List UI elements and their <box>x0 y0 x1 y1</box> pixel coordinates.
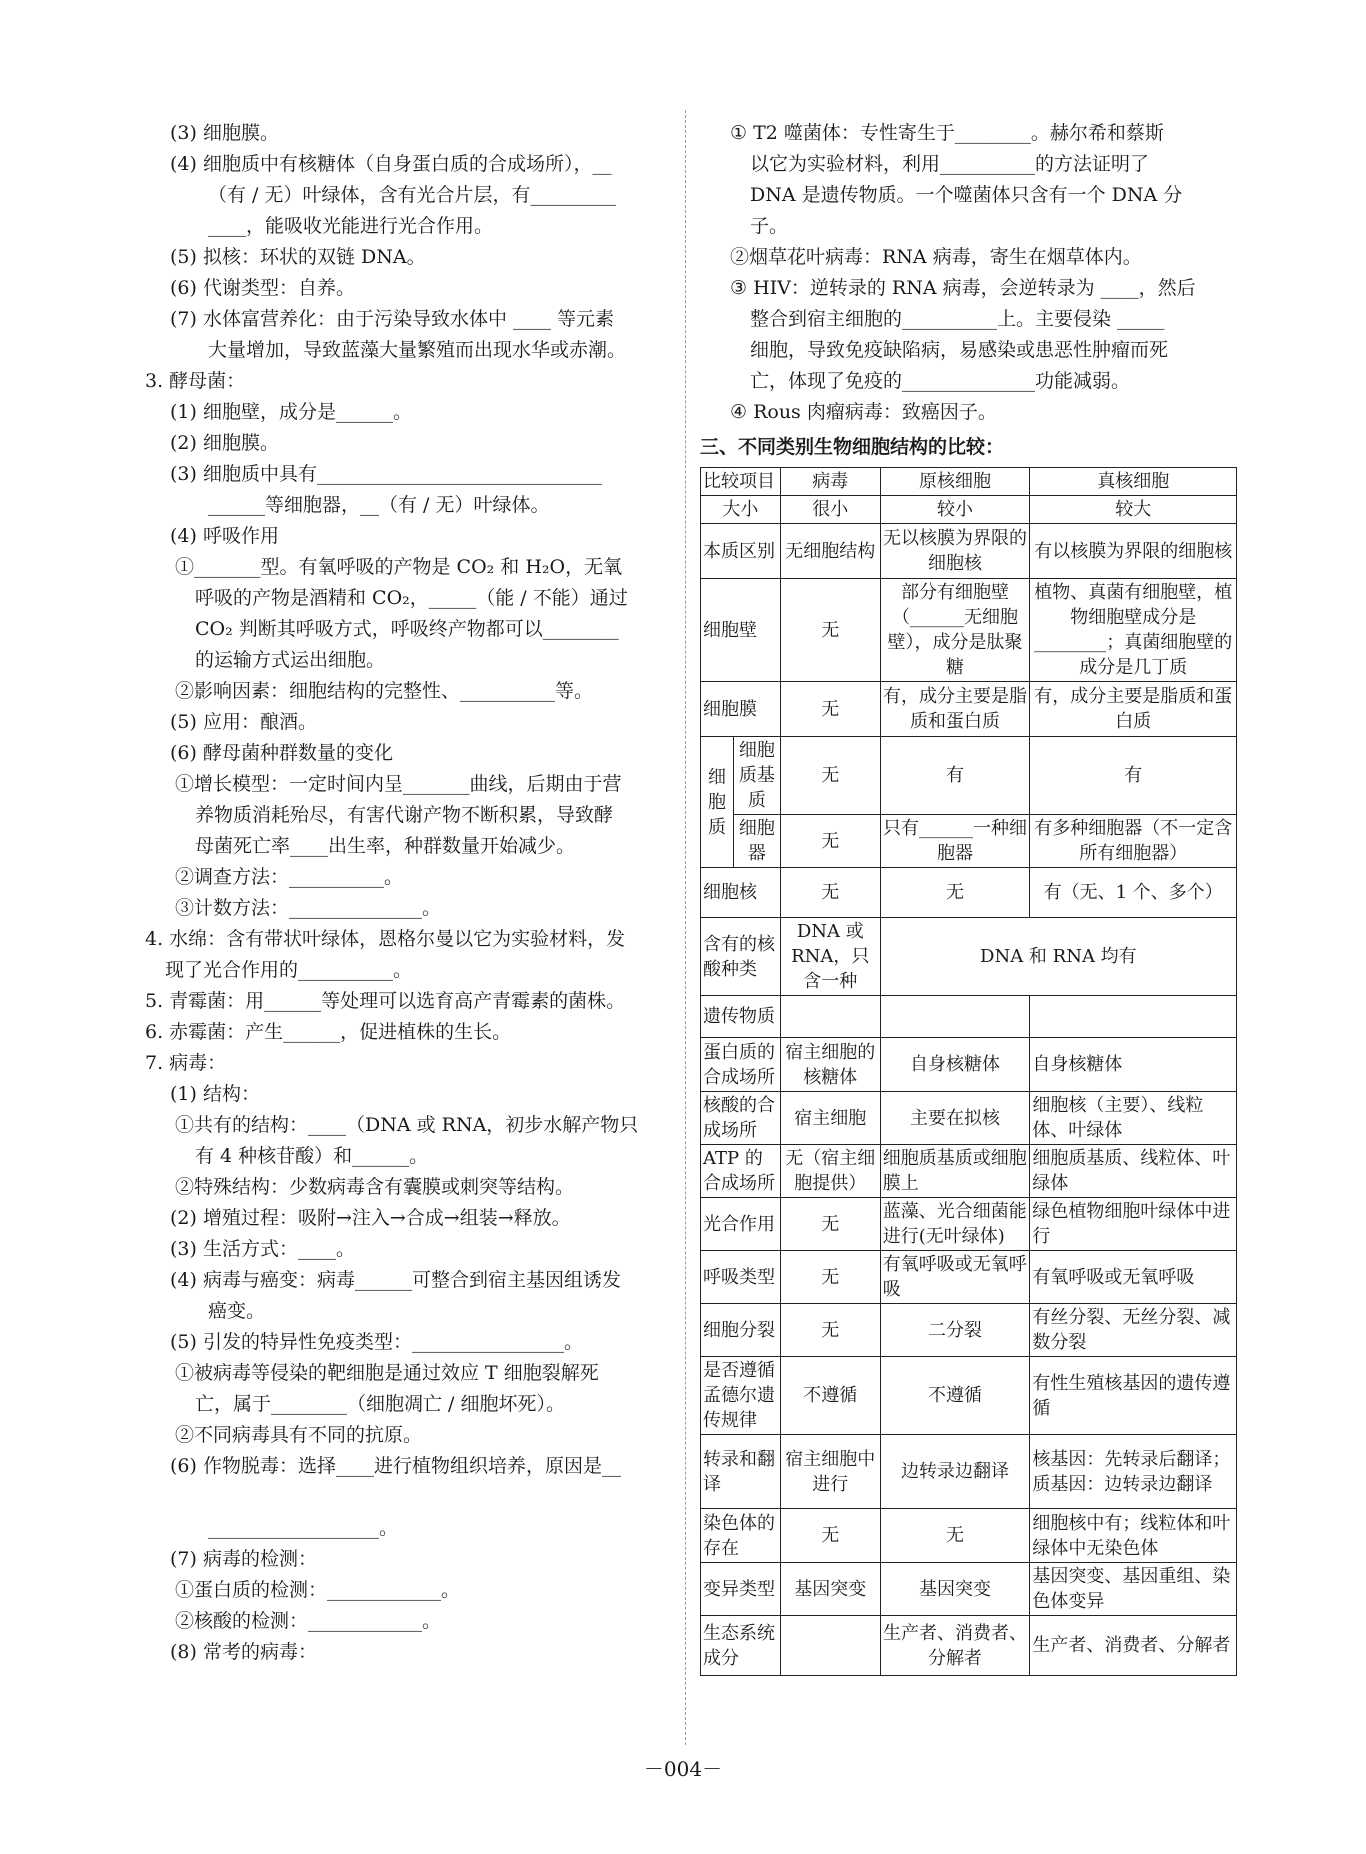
text-line: ②核酸的检测：____________。 <box>175 1610 442 1632</box>
table-header-cell: 比较项目 <box>701 468 781 496</box>
table-cell: 很小 <box>780 496 880 524</box>
table-cell: DNA 和 RNA 均有 <box>880 918 1236 996</box>
table-cell: 细胞核中有；线粒体和叶绿体中无染色体 <box>1030 1509 1237 1563</box>
text-line: ______等细胞器，__（有 / 无）叶绿体。 <box>208 494 550 516</box>
text-line: 整合到宿主细胞的__________上。主要侵染 _____ <box>750 308 1165 330</box>
text-line: 5. 青霉菌：用______等处理可以选育高产青霉素的菌株。 <box>145 990 626 1012</box>
text-line: 细胞，导致免疫缺陷病，易感染或患恶性肿瘤而死 <box>750 339 1169 361</box>
text-line: 有 4 种核苷酸）和______。 <box>195 1145 429 1167</box>
table-cell: 无细胞结构 <box>780 524 880 579</box>
text-line: DNA 是遗传物质。一个噬菌体只含有一个 DNA 分 <box>750 184 1183 206</box>
table-cell: 主要在拟核 <box>880 1092 1030 1145</box>
text-line: (7) 病毒的检测： <box>170 1548 317 1570</box>
text-line: 的运输方式运出细胞。 <box>195 649 386 671</box>
text-line: ②特殊结构：少数病毒含有囊膜或刺突等结构。 <box>175 1176 575 1198</box>
table-row <box>701 1198 1237 1251</box>
table-cell: 基因突变、基因重组、染色体变异 <box>1030 1563 1237 1616</box>
table-cell: 有 <box>880 737 1030 815</box>
text-line: __________________。 <box>208 1517 399 1539</box>
table-cell: 基因突变 <box>880 1563 1030 1616</box>
text-line: 现了光合作用的__________。 <box>165 959 413 981</box>
group-label-cell: 细胞质 <box>701 737 734 868</box>
table-cell: DNA 或 RNA，只含一种 <box>780 918 880 996</box>
table-cell: 植物、真菌有细胞壁，植物细胞壁成分是________；真菌细胞壁的成分是几丁质 <box>1030 579 1237 682</box>
table-cell: 无 <box>780 1509 880 1563</box>
table-cell: 细胞核（主要）、线粒体、叶绿体 <box>1030 1092 1237 1145</box>
table-row <box>701 1509 1237 1563</box>
table-cell: 自身核糖体 <box>880 1038 1030 1092</box>
row-label-cell: 细胞壁 <box>701 579 781 682</box>
table-cell: 有，成分主要是脂质和蛋白质 <box>880 682 1030 737</box>
table-cell: 不遵循 <box>880 1357 1030 1435</box>
text-line: ③计数方法：______________。 <box>175 897 442 919</box>
text-line: ②不同病毒具有不同的抗原。 <box>175 1424 423 1446</box>
text-line: 亡，属于________（细胞凋亡 / 细胞坏死）。 <box>195 1393 565 1415</box>
table-row <box>701 1357 1237 1435</box>
table-cell: 有多种细胞器（不一定含所有细胞器） <box>1030 815 1237 868</box>
text-line: (4) 细胞质中有核糖体（自身蛋白质的合成场所），__ <box>170 153 612 175</box>
section-title: 三、不同类别生物细胞结构的比较： <box>700 436 1005 458</box>
text-line: 养物质消耗殆尽，有害代谢产物不断积累，导致酵 <box>195 804 614 826</box>
row-label-cell: 细胞膜 <box>701 682 781 737</box>
table-cell: 无 <box>780 682 880 737</box>
text-line: 呼吸的产物是酒精和 CO₂，_____（能 / 不能）通过 <box>195 587 628 609</box>
text-line: (3) 生活方式：____。 <box>170 1238 355 1260</box>
text-line: ①被病毒等侵染的靶细胞是通过效应 T 细胞裂解死 <box>175 1362 599 1384</box>
left-column <box>140 118 680 1668</box>
table-row <box>701 1304 1237 1357</box>
row-label-cell: 转录和翻译 <box>701 1435 781 1509</box>
table-row <box>701 1145 1237 1198</box>
text-line: (1) 细胞壁，成分是______。 <box>170 401 412 423</box>
text-line: ④ Rous 肉瘤病毒：致癌因子。 <box>730 401 997 423</box>
text-line: ②调查方法：__________。 <box>175 866 404 888</box>
empty-diagonal-cell <box>780 1616 880 1676</box>
text-line: (8) 常考的病毒： <box>170 1641 317 1663</box>
text-line: 大量增加，导致蓝藻大量繁殖而出现水华或赤潮。 <box>208 339 627 361</box>
table-cell: 较大 <box>1030 496 1237 524</box>
text-line: (4) 病毒与癌变：病毒______可整合到宿主基因组诱发 <box>170 1269 621 1291</box>
table-cell: 只有______一种细胞器 <box>880 815 1030 868</box>
table-row <box>701 524 1237 579</box>
table-cell: 核基因：先转录后翻译；质基因：边转录边翻译 <box>1030 1435 1237 1509</box>
table-cell: 无 <box>880 1509 1030 1563</box>
column-divider <box>685 110 686 1745</box>
table-row <box>701 496 1237 524</box>
text-line: (6) 代谢类型：自养。 <box>170 277 355 299</box>
table-cell: 蓝藻、光合细菌能进行(无叶绿体) <box>880 1198 1030 1251</box>
text-line: (6) 作物脱毒：选择____进行植物组织培养，原因是__ <box>170 1455 621 1477</box>
text-line: ①蛋白质的检测：____________。 <box>175 1579 461 1601</box>
text-line: 4. 水绵：含有带状叶绿体，恩格尔曼以它为实验材料，发 <box>145 928 626 950</box>
table-cell: 无 <box>780 737 880 815</box>
table-cell: 宿主细胞的核糖体 <box>780 1038 880 1092</box>
table-cell: 无 <box>780 1198 880 1251</box>
table-header-cell: 真核细胞 <box>1030 468 1237 496</box>
text-line: 以它为实验材料，利用__________的方法证明了 <box>750 153 1150 175</box>
text-line: (5) 引发的特异性免疫类型：________________。 <box>170 1331 583 1353</box>
comparison-table <box>700 467 1237 1676</box>
row-label-cell: 细胞核 <box>701 868 781 918</box>
text-line: (3) 细胞膜。 <box>170 122 279 144</box>
table-row <box>701 737 1237 815</box>
table-cell: 有性生殖核基因的遗传遵循 <box>1030 1357 1237 1435</box>
table-row <box>701 579 1237 682</box>
text-line: ①增长模型：一定时间内呈_______曲线，后期由于营 <box>175 773 622 795</box>
text-line: 7. 病毒： <box>145 1052 227 1074</box>
row-label-cell: 细胞器 <box>733 815 780 868</box>
row-label-cell: 是否遵循孟德尔遗传规律 <box>701 1357 781 1435</box>
text-line: 3. 酵母菌： <box>145 370 246 392</box>
table-cell: 大小 <box>701 496 781 524</box>
table-cell: 有 <box>1030 737 1237 815</box>
table-row <box>701 996 1237 1038</box>
table-row <box>701 1616 1237 1676</box>
table-row <box>701 1563 1237 1616</box>
row-label-cell: 细胞分裂 <box>701 1304 781 1357</box>
text-line: 子。 <box>750 215 789 237</box>
table-cell: 无 <box>880 868 1030 918</box>
text-line: (2) 增殖过程：吸附→注入→合成→组装→释放。 <box>170 1207 571 1229</box>
table-cell: 无（宿主细胞提供） <box>780 1145 880 1198</box>
text-line: ①共有的结构：____（DNA 或 RNA，初步水解产物只 <box>175 1114 639 1136</box>
table-header-cell: 原核细胞 <box>880 468 1030 496</box>
right-column <box>700 118 1240 428</box>
text-line: 母菌死亡率____出生率，种群数量开始减少。 <box>195 835 576 857</box>
table-cell: 不遵循 <box>780 1357 880 1435</box>
table-cell: 有丝分裂、无丝分裂、减数分裂 <box>1030 1304 1237 1357</box>
table-cell: 二分裂 <box>880 1304 1030 1357</box>
text-line: (4) 呼吸作用 <box>170 525 279 547</box>
row-label-cell: 变异类型 <box>701 1563 781 1616</box>
text-line: CO₂ 判断其呼吸方式，呼吸终产物都可以________ <box>195 618 619 640</box>
table-row <box>701 918 1237 996</box>
table-cell: 有以核膜为界限的细胞核 <box>1030 524 1237 579</box>
text-line: ②烟草花叶病毒：RNA 病毒，寄生在烟草体内。 <box>730 246 1142 268</box>
table-row <box>701 1092 1237 1145</box>
text-line: (7) 水体富营养化：由于污染导致水体中 ____ 等元素 <box>170 308 615 330</box>
text-line: (2) 细胞膜。 <box>170 432 279 454</box>
row-label-cell: 生态系统成分 <box>701 1616 781 1676</box>
table-cell: 无 <box>780 868 880 918</box>
table-row <box>701 1038 1237 1092</box>
table-cell: 较小 <box>880 496 1030 524</box>
table-cell: 无 <box>780 1304 880 1357</box>
table-cell: 绿色植物细胞叶绿体中进行 <box>1030 1198 1237 1251</box>
table-cell: 生产者、消费者、分解者 <box>880 1616 1030 1676</box>
text-line: （有 / 无）叶绿体，含有光合片层，有_________ <box>208 184 616 206</box>
table-cell: 无 <box>780 1251 880 1304</box>
table-row <box>701 468 1237 496</box>
table-cell: 自身核糖体 <box>1030 1038 1237 1092</box>
table-cell: 无 <box>780 579 880 682</box>
text-line: 6. 赤霉菌：产生______，促进植株的生长。 <box>145 1021 512 1043</box>
table-cell: 边转录边翻译 <box>880 1435 1030 1509</box>
table-cell <box>880 996 1030 1038</box>
table-cell: 无以核膜为界限的细胞核 <box>880 524 1030 579</box>
text-line: (1) 结构： <box>170 1083 260 1105</box>
text-line: ①_______型。有氧呼吸的产物是 CO₂ 和 H₂O，无氧 <box>175 556 623 578</box>
text-line: ②影响因素：细胞结构的完整性、__________等。 <box>175 680 594 702</box>
row-label-cell: 呼吸类型 <box>701 1251 781 1304</box>
table-cell: 无 <box>780 815 880 868</box>
row-label-cell: 蛋白质的合成场所 <box>701 1038 781 1092</box>
row-label-cell: 本质区别 <box>701 524 781 579</box>
row-label-cell: 遗传物质 <box>701 996 781 1038</box>
text-line: 癌变。 <box>208 1300 266 1322</box>
table-cell: 有，成分主要是脂质和蛋白质 <box>1030 682 1237 737</box>
table-cell: 生产者、消费者、分解者 <box>1030 1616 1237 1676</box>
table-cell: 基因突变 <box>780 1563 880 1616</box>
table-cell: 有（无、1 个、多个） <box>1030 868 1237 918</box>
table-cell <box>1030 996 1237 1038</box>
table-cell: 部分有细胞壁（______无细胞壁），成分是肽聚糖 <box>880 579 1030 682</box>
text-line: (3) 细胞质中具有______________________________ <box>170 463 602 485</box>
row-label-cell: 光合作用 <box>701 1198 781 1251</box>
table-row <box>701 682 1237 737</box>
row-label-cell: ATP 的合成场所 <box>701 1145 781 1198</box>
row-label-cell: 核酸的合成场所 <box>701 1092 781 1145</box>
table-row <box>701 1251 1237 1304</box>
row-label-cell: 含有的核酸种类 <box>701 918 781 996</box>
text-line: (6) 酵母菌种群数量的变化 <box>170 742 393 764</box>
text-line: (5) 拟核：环状的双链 DNA。 <box>170 246 426 268</box>
table-cell: 细胞质基质或细胞膜上 <box>880 1145 1030 1198</box>
text-line: ③ HIV：逆转录的 RNA 病毒，会逆转录为 ____，然后 <box>730 277 1196 299</box>
table-row <box>701 868 1237 918</box>
table-cell: 宿主细胞中进行 <box>780 1435 880 1509</box>
text-line: 亡，体现了免疫的______________功能减弱。 <box>750 370 1131 392</box>
text-line <box>140 1482 680 1513</box>
row-label-cell: 染色体的存在 <box>701 1509 781 1563</box>
table-cell: 有氧呼吸或无氧呼吸 <box>880 1251 1030 1304</box>
row-label-cell: 细胞质基质 <box>733 737 780 815</box>
text-line: (5) 应用：酿酒。 <box>170 711 317 733</box>
table-row <box>701 1435 1237 1509</box>
table-cell: 细胞质基质、线粒体、叶绿体 <box>1030 1145 1237 1198</box>
table-header-cell: 病毒 <box>780 468 880 496</box>
table-row <box>701 815 1237 868</box>
text-line: ① T2 噬菌体：专性寄生于________。赫尔希和蔡斯 <box>730 122 1164 144</box>
text-line: ____，能吸收光能进行光合作用。 <box>208 215 494 237</box>
table-cell: 有氧呼吸或无氧呼吸 <box>1030 1251 1237 1304</box>
table-cell <box>780 996 880 1038</box>
table-cell: 宿主细胞 <box>780 1092 880 1145</box>
page-number: －004－ <box>643 1757 723 1781</box>
